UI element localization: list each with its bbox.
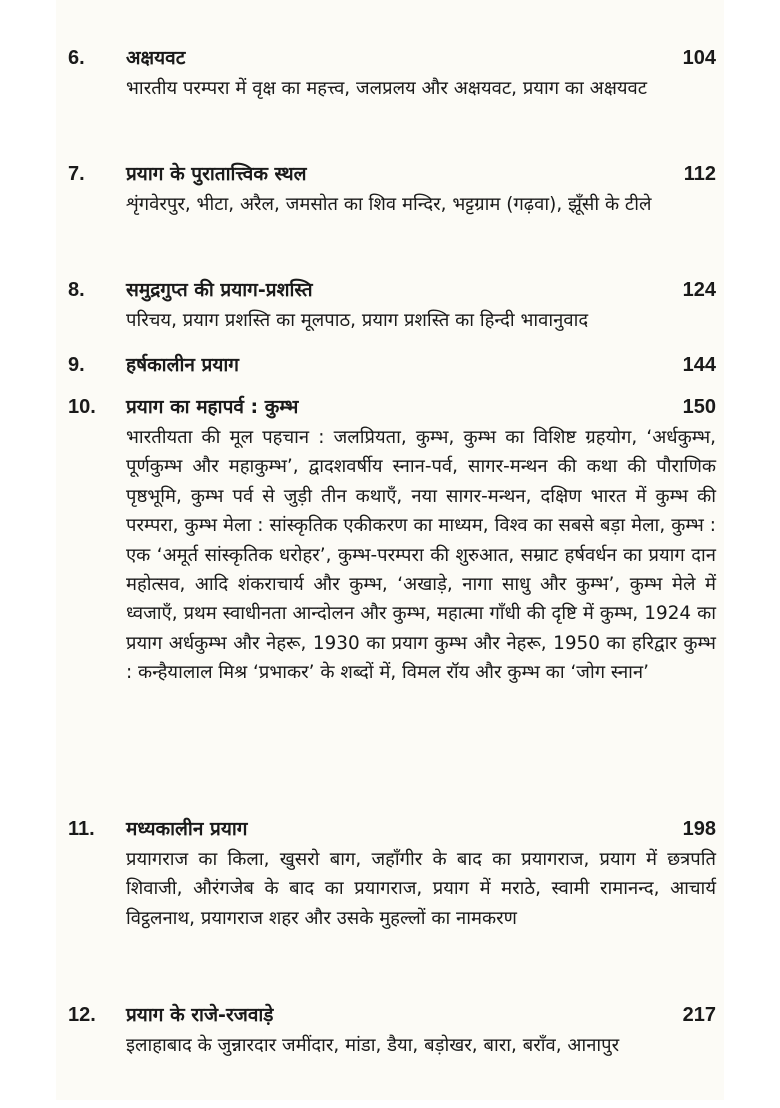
chapter-number: 12. <box>68 1004 96 1026</box>
toc-entry-12 <box>68 1001 716 1060</box>
chapter-description: इलाहाबाद के जुन्नारदार जमींदार, मांडा, डैया, बड़ोखर, बारा, बराँव, आनापुर <box>126 1035 620 1056</box>
chapter-page-number: 144 <box>682 354 716 376</box>
toc-entry-8 <box>68 276 716 335</box>
chapter-page-number: 124 <box>682 279 716 301</box>
chapter-title: प्रयाग के पुरातात्त्विक स्थल <box>126 163 307 185</box>
chapter-description: भारतीय परम्परा में वृक्ष का महत्त्व, जलप्रलय और अक्षयवट, प्रयाग का अक्षयवट <box>126 78 648 99</box>
toc-entry-7 <box>68 160 716 219</box>
toc-entry-6 <box>68 44 716 103</box>
chapter-page-number: 150 <box>682 396 716 418</box>
chapter-title: हर्षकालीन प्रयाग <box>126 354 239 376</box>
chapter-title: मध्यकालीन प्रयाग <box>126 818 248 840</box>
chapter-title: प्रयाग के राजे-रजवाड़े <box>126 1004 274 1026</box>
chapter-description: प्रयागराज का किला, खुसरो बाग, जहाँगीर के बाद का प्रयागराज, प्रयाग में छत्रपति शिवाजी, औरंगजेब के बाद का प्रयागराज, प्रयाग में मराठे, स्वामी रामानन्द, आचार्य विट्ठलनाथ, प्रयागराज शहर और उसके मुहल्लों का नामकरण <box>126 849 716 929</box>
toc-entry-11 <box>68 815 716 933</box>
chapter-number: 11. <box>68 818 95 840</box>
chapter-description: भारतीयता की मूल पहचान : जलप्रियता, कुम्भ, कुम्भ का विशिष्ट ग्रहयोग, ‘अर्धकुम्भ, पूर्णकुम्भ और महाकुम्भ’, द्वादशवर्षीय स्नान-पर्व, सागर-मन्थन की कथा की पौराणिक पृष्ठभूमि, कुम्भ पर्व से जुड़ी तीन कथाएँ, नया सागर-मन्थन, दक्षिण भारत में कुम्भ की परम्परा, कुम्भ मेला : सांस्कृतिक एकीकरण का माध्यम, विश्व का सबसे बड़ा मेला, कुम्भ : एक ‘अमूर्त सांस्कृतिक धरोहर’, कुम्भ-परम्परा की शुरुआत, सम्राट हर्षवर्धन का प्रयाग दान महोत्सव, आदि शंकराचार्य और कुम्भ, ‘अखाड़े, नागा साधु और कुम्भ’, कुम्भ मेले में ध्वजाएँ, प्रथम स्वाधीनता आन्दोलन और कुम्भ, महात्मा गाँधी की दृष्टि में कुम्भ, 1924 का प्रयाग अर्धकुम्भ और नेहरू, 1930 का प्रयाग कुम्भ और नेहरू, 1950 का हरिद्वार कुम्भ : कन्हैयालाल मिश्र ‘प्रभाकर’ के शब्दों में, विमल रॉय और कुम्भ का ‘जोग स्नान’ <box>126 427 716 684</box>
chapter-description: परिचय, प्रयाग प्रशस्ति का मूलपाठ, प्रयाग प्रशस्ति का हिन्दी भावानुवाद <box>126 310 589 331</box>
chapter-page-number: 198 <box>682 818 716 840</box>
chapter-number: 9. <box>68 354 85 376</box>
book-page <box>56 0 724 1100</box>
chapter-number: 7. <box>68 163 85 185</box>
chapter-page-number: 217 <box>682 1004 716 1026</box>
chapter-number: 8. <box>68 279 85 301</box>
chapter-title: अक्षयवट <box>126 47 186 69</box>
chapter-page-number: 104 <box>682 47 716 69</box>
chapter-title: प्रयाग का महापर्व : कुम्भ <box>126 396 299 418</box>
chapter-title: समुद्रगुप्त की प्रयाग-प्रशस्ति <box>126 279 313 301</box>
chapter-number: 10. <box>68 396 96 418</box>
chapter-page-number: 112 <box>683 163 716 185</box>
toc-entry-10 <box>68 393 716 688</box>
chapter-number: 6. <box>68 47 85 69</box>
chapter-description: शृंगवेरपुर, भीटा, अरैल, जमसोत का शिव मन्दिर, भट्टग्राम (गढ़वा), झूँसी के टीले <box>126 194 652 215</box>
toc-entry-9 <box>68 351 716 383</box>
